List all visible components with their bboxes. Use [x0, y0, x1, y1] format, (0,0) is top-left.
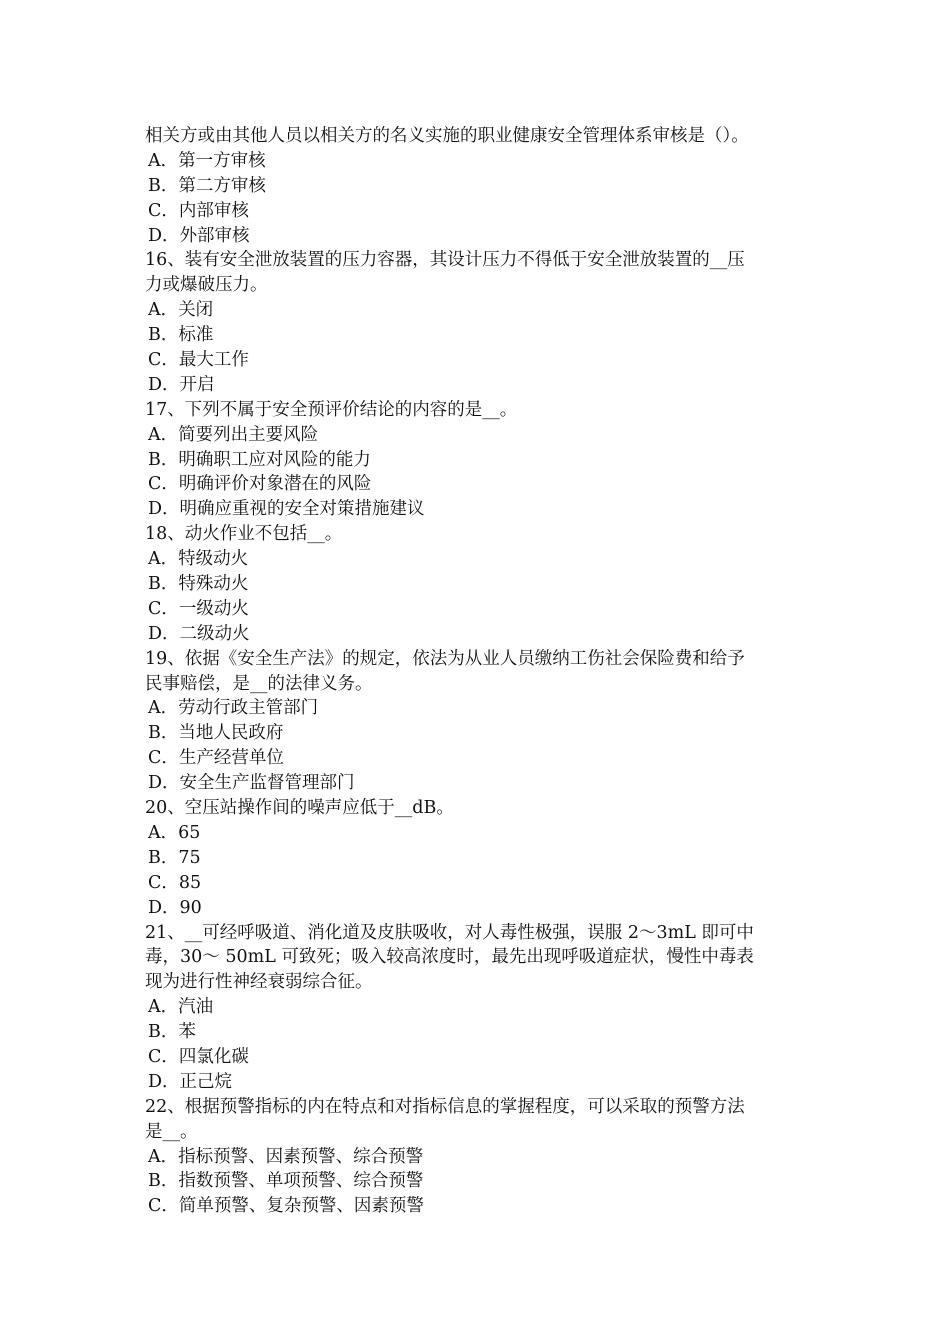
answer-option: C．四氯化碳 [148, 1046, 249, 1067]
answer-option: D．正己烷 [148, 1071, 233, 1092]
answer-option: C．最大工作 [148, 350, 249, 371]
question-text: 17、下列不属于安全预评价结论的内容的是__。 [145, 399, 518, 420]
answer-option: C．85 [148, 872, 202, 893]
answer-option: A．特级动火 [148, 549, 249, 570]
answer-option: A．简要列出主要风险 [148, 424, 319, 445]
answer-option: A．第一方审核 [148, 150, 266, 171]
answer-option: C．一级动火 [148, 598, 249, 619]
answer-option: A．劳动行政主管部门 [148, 698, 319, 719]
question-text: 力或爆破压力。 [145, 275, 268, 296]
question-text: 18、动火作业不包括__。 [145, 524, 343, 545]
question-text: 21、__可经呼吸道、消化道及皮肤吸收，对人毒性极强，误服 2～3mL 即可中 [145, 922, 754, 943]
answer-option: D．安全生产监督管理部门 [148, 773, 355, 794]
question-text: 民事赔偿，是__的法律义务。 [145, 673, 373, 694]
document-page [145, 124, 810, 1219]
answer-option: B．当地人民政府 [148, 723, 284, 744]
answer-option: B．明确职工应对风险的能力 [148, 449, 371, 470]
answer-option: C．明确评价对象潜在的风险 [148, 474, 372, 495]
answer-option: B．第二方审核 [148, 175, 266, 196]
answer-option: B．特殊动火 [148, 574, 249, 595]
answer-option: C．简单预警、复杂预警、因素预警 [148, 1196, 424, 1217]
question-text: 22、根据预警指标的内在特点和对指标信息的掌握程度，可以采取的预警方法 [145, 1096, 745, 1117]
answer-option: D．外部审核 [148, 225, 250, 246]
answer-option: A．关闭 [148, 300, 214, 321]
question-text: 20、空压站操作间的噪声应低于__dB。 [145, 798, 454, 819]
question-text: 毒，30～ 50mL 可致死；吸入较高浓度时，最先出现呼吸道症状，慢性中毒表 [145, 947, 754, 968]
answer-option: A．汽油 [148, 997, 214, 1018]
question-text: 16、装有安全泄放装置的压力容器，其设计压力不得低于安全泄放装置的__压 [145, 250, 745, 271]
answer-option: B．标准 [148, 325, 214, 346]
answer-option: D．二级动火 [148, 623, 250, 644]
answer-option: B．75 [148, 847, 201, 868]
question-text: 是__。 [145, 1121, 198, 1142]
answer-option: C．内部审核 [148, 200, 249, 221]
answer-option: B．指数预警、单项预警、综合预警 [148, 1171, 424, 1192]
question-text: 现为进行性神经衰弱综合征。 [145, 972, 373, 993]
answer-option: D．开启 [148, 374, 215, 395]
answer-option: A．指标预警、因素预警、综合预警 [148, 1146, 424, 1167]
answer-option: B．苯 [148, 1022, 196, 1043]
answer-option: D．明确应重视的安全对策措施建议 [148, 499, 425, 520]
answer-option: A．65 [148, 822, 201, 843]
question-text: 19、依据《安全生产法》的规定，依法为从业人员缴纳工伤社会保险费和给予 [145, 648, 745, 669]
answer-option: C．生产经营单位 [148, 748, 284, 769]
question-text: 相关方或由其他人员以相关方的名义实施的职业健康安全管理体系审核是（）。 [145, 126, 749, 146]
answer-option: D．90 [148, 897, 202, 918]
